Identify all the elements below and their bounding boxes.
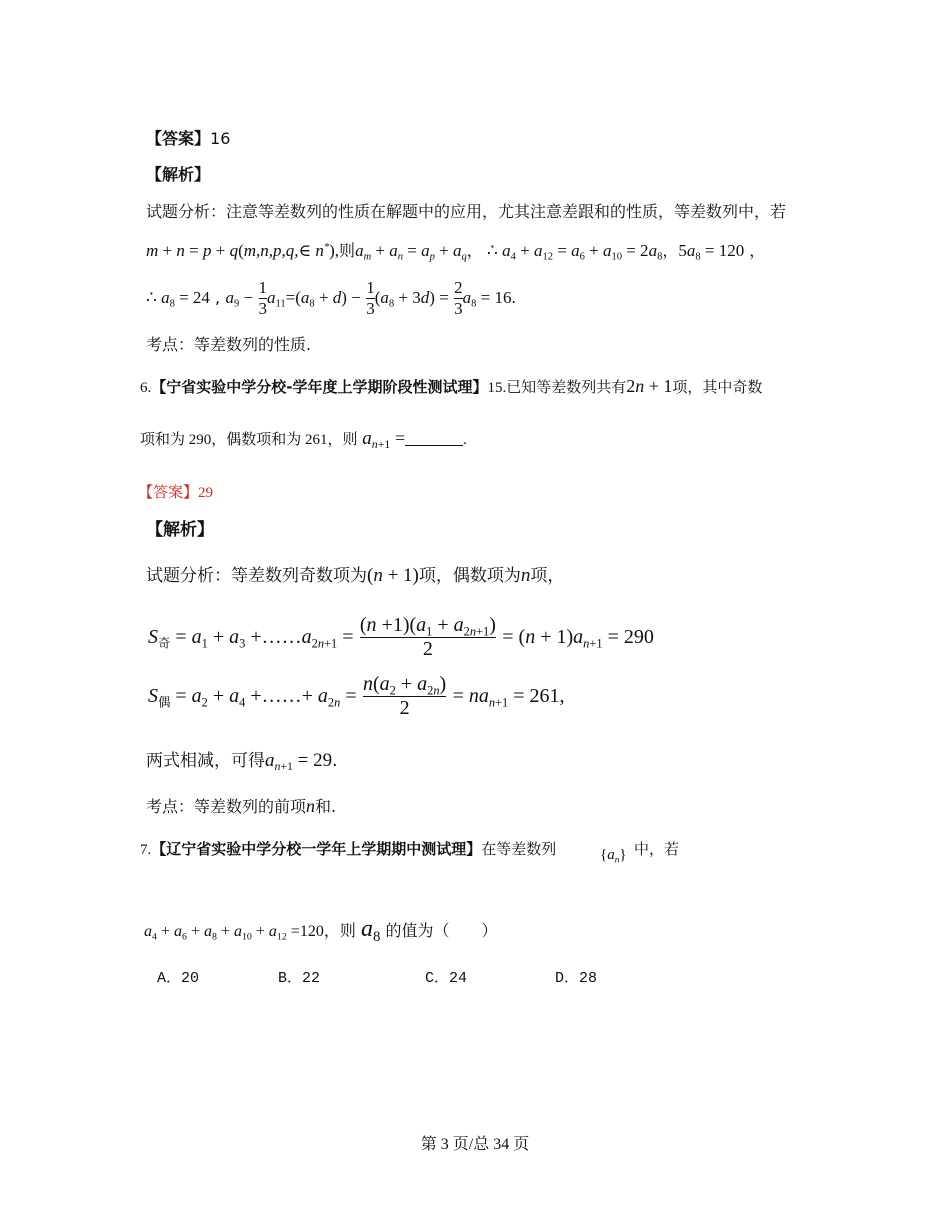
analysis-text-1: 试题分析：注意等差数列的性质在解题中的应用，尤其注意差跟和的性质，等差数列中，若 bbox=[146, 202, 787, 221]
a8-term: $a_8$ bbox=[360, 916, 381, 946]
answer-line-2 bbox=[138, 481, 213, 502]
page-number: 第 3 页/总 34 页 bbox=[420, 1136, 530, 1153]
analysis-formula-1: m + n = p + q(m,n,p,q,∈ n*),则$a_m + a_n = a_p + a_q$， ∴ $a_4 + a_{12} = a_6 + a_{10} = 2a_8$，$5a_8 = 120$ ， bbox=[146, 241, 766, 263]
analysis-label: 【解析】 bbox=[146, 520, 214, 540]
equality-expr: $a_m + a_n = a_p + a_q$ bbox=[355, 241, 467, 263]
odd-sum-formula: $S_奇 = a_1 + a_3$ $+\dots\dots a_{2n+1}$ = $\frac{(n +1)(a_1 + a_{2n+1})}{2}$ = $(n + 1)a_{n+1} = 290$ bbox=[148, 614, 654, 660]
option-a[interactable]: A．20 bbox=[157, 970, 200, 987]
option-b[interactable]: B．22 bbox=[278, 970, 321, 987]
term-count-expr: 2n + 1 bbox=[626, 376, 673, 396]
condition-expr: m + n = p + q(m,n,p,q,∈ n*), bbox=[146, 241, 340, 260]
sequence-notation: $\{a_n\}$ bbox=[600, 847, 627, 866]
question-6-text: 15.已知等差数列共有 bbox=[487, 380, 627, 396]
question-7-line-2: $a_4 + a_6 + a_8 + a_{10} + a_{12} =120$，则 $a_8$ 的值为（ ） bbox=[144, 916, 498, 946]
fraction-two-thirds: $\frac{2}{3}$ bbox=[454, 278, 463, 318]
question-7-number: 7. bbox=[140, 842, 152, 858]
question-6-number: 6. bbox=[140, 380, 152, 396]
question-6-text-2: 项和为 290，偶数项和为 261，则 bbox=[140, 432, 358, 448]
option-d[interactable]: D．28 bbox=[555, 970, 598, 987]
question-6-source: 【宁省实验中学分校-学年度上学期阶段性测试理】 bbox=[151, 378, 488, 396]
result-expr: $a_{n+1} = 29$ bbox=[265, 750, 333, 774]
analysis-formula-2: ∴ $a_8 = 24$ , $a_9$ − $\frac{1}{3}$ $a_{11}=(a_8 + d)$ − $\frac{1}{3}$ $(a_8 + 3d)$ = $\frac{2}{3}$ $a_8 = 16$. bbox=[146, 278, 516, 318]
odd-sum-fraction: $\frac{(n +1)(a_1 + a_{2n+1})}{2}$ bbox=[359, 614, 496, 660]
answer-value: 16 bbox=[210, 129, 231, 148]
fraction-one-third: $\frac{1}{3}$ bbox=[366, 278, 375, 318]
fraction-one-third: $\frac{1}{3}$ bbox=[258, 278, 268, 318]
even-sum-formula: $S_偶 = a_2 + a_4$ +……+ $a_{2n}$ = $\frac{n(a_2 + a_{2n})}{2}$ = $na_{n+1} = 261$, bbox=[148, 673, 565, 719]
odd-count-expr: (n + 1) bbox=[367, 565, 419, 586]
kaodian-2: 考点：等差数列的前项n和. bbox=[146, 796, 337, 816]
even-sum-fraction: $\frac{n(a_2 + a_{2n})}{2}$ bbox=[362, 673, 447, 719]
then-word: 则 bbox=[339, 241, 356, 260]
analysis-2-line-1: 试题分析：等差数列奇数项为(n + 1)项，偶数项为n项， bbox=[146, 565, 565, 586]
option-c[interactable]: C．24 bbox=[425, 970, 468, 987]
answer-value: 29 bbox=[198, 485, 214, 501]
question-6-line-1: 6.【宁省实验中学分校-学年度上学期阶段性测试理】15.已知等差数列共有2n + 1项，其中奇数 bbox=[140, 376, 763, 396]
question-6-line-2: 项和为 290，偶数项和为 261，则 $a_{n+1}$ = . bbox=[140, 428, 467, 452]
answer-line-1 bbox=[146, 126, 230, 149]
result-line: 两式相减，可得$a_{n+1} = 29$. bbox=[146, 750, 338, 774]
answer-blank bbox=[405, 430, 463, 446]
target-term: $a_{n+1}$ bbox=[362, 428, 391, 452]
answer-label: 【答案】 bbox=[138, 483, 199, 501]
sum-equation: $a_4 + a_6 + a_8 + a_{10} + a_{12} =120$ bbox=[144, 923, 324, 943]
answer-label: 【答案】 bbox=[146, 129, 211, 148]
question-7-line-1: 7.【辽宁省实验中学分校一学年上学期期中测试理】在等差数列 bbox=[140, 840, 557, 858]
question-7-source: 【辽宁省实验中学分校一学年上学期期中测试理】 bbox=[151, 840, 482, 858]
kaodian-1: 考点：等差数列的性质. bbox=[146, 335, 312, 354]
analysis-label: 【解析】 bbox=[146, 165, 211, 184]
